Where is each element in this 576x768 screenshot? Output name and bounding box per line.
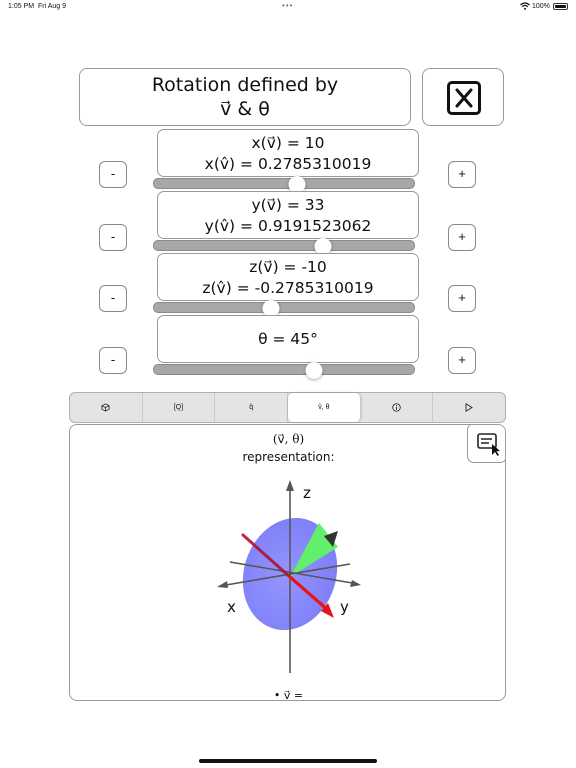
theta-decrement-button[interactable]: - <box>99 347 127 374</box>
status-time: 1:05 PM <box>8 3 35 10</box>
theta-value: θ = 45° <box>258 330 318 348</box>
theta-card <box>157 315 419 363</box>
status-date: Fri Aug 9 <box>38 3 67 10</box>
y-slider[interactable] <box>153 240 415 251</box>
home-indicator[interactable] <box>199 759 377 763</box>
wifi-icon <box>520 2 530 10</box>
axis-angle-plot <box>70 425 506 701</box>
multitasking-dots[interactable]: ••• <box>282 1 294 10</box>
representation-tabs <box>69 392 506 423</box>
y-unit-value: y(v̂) = 0.9191523062 <box>204 217 372 235</box>
info-icon <box>392 403 401 412</box>
representation-subheading: representation: <box>242 450 335 464</box>
play-icon <box>465 403 473 412</box>
title-line-2: v⃗ & θ <box>220 98 270 120</box>
theta-increment-button[interactable]: + <box>448 347 476 374</box>
battery-icon <box>553 3 568 10</box>
x-axis-label: x <box>227 598 236 616</box>
z-decrement-button[interactable]: - <box>99 285 127 312</box>
rotation-title <box>79 68 411 126</box>
x-axis-arrowhead <box>217 581 228 588</box>
z-component-card <box>157 253 419 301</box>
x-slider[interactable] <box>153 178 415 189</box>
close-button[interactable] <box>422 68 504 126</box>
z-unit-value: z(v̂) = -0.2785310019 <box>202 279 374 297</box>
z-increment-button[interactable]: + <box>448 285 476 312</box>
x-increment-button[interactable]: + <box>448 161 476 188</box>
z-axis-label: z <box>303 484 311 502</box>
y-axis-arrowhead <box>350 580 361 587</box>
x-square-icon <box>447 81 481 115</box>
tab-info[interactable] <box>361 393 434 422</box>
z-axis-arrowhead <box>286 480 294 491</box>
z-slider[interactable] <box>153 302 415 313</box>
y-vector-value: y(v⃗) = 33 <box>251 196 325 214</box>
x-decrement-button[interactable]: - <box>99 161 127 188</box>
x-vector-value: x(v⃗) = 10 <box>251 134 325 152</box>
y-component-card <box>157 191 419 239</box>
y-increment-button[interactable]: + <box>448 224 476 251</box>
tab-3d-view[interactable] <box>70 393 143 422</box>
representation-heading: (v⃗, θ) <box>272 432 305 446</box>
title-line-1: Rotation defined by <box>151 74 339 96</box>
x-component-card <box>157 129 419 177</box>
tab-quaternion[interactable]: q̂ <box>215 393 288 422</box>
representation-panel <box>69 424 506 701</box>
z-vector-value: z(v⃗) = -10 <box>249 258 327 276</box>
y-decrement-button[interactable]: - <box>99 224 127 251</box>
tab-axis-angle[interactable]: v̂, θ <box>288 393 361 422</box>
y-axis-label: y <box>340 598 349 616</box>
theta-slider-knob[interactable] <box>305 362 322 379</box>
theta-slider[interactable] <box>153 364 415 375</box>
cube-icon <box>101 403 110 412</box>
vector-footer: • v⃗ = <box>273 689 304 701</box>
tab-play[interactable] <box>433 393 505 422</box>
battery-percent: 100% <box>532 3 550 10</box>
tab-matrix[interactable]: [Q] <box>143 393 216 422</box>
status-bar <box>0 0 576 14</box>
x-unit-value: x(v̂) = 0.2785310019 <box>204 155 372 173</box>
